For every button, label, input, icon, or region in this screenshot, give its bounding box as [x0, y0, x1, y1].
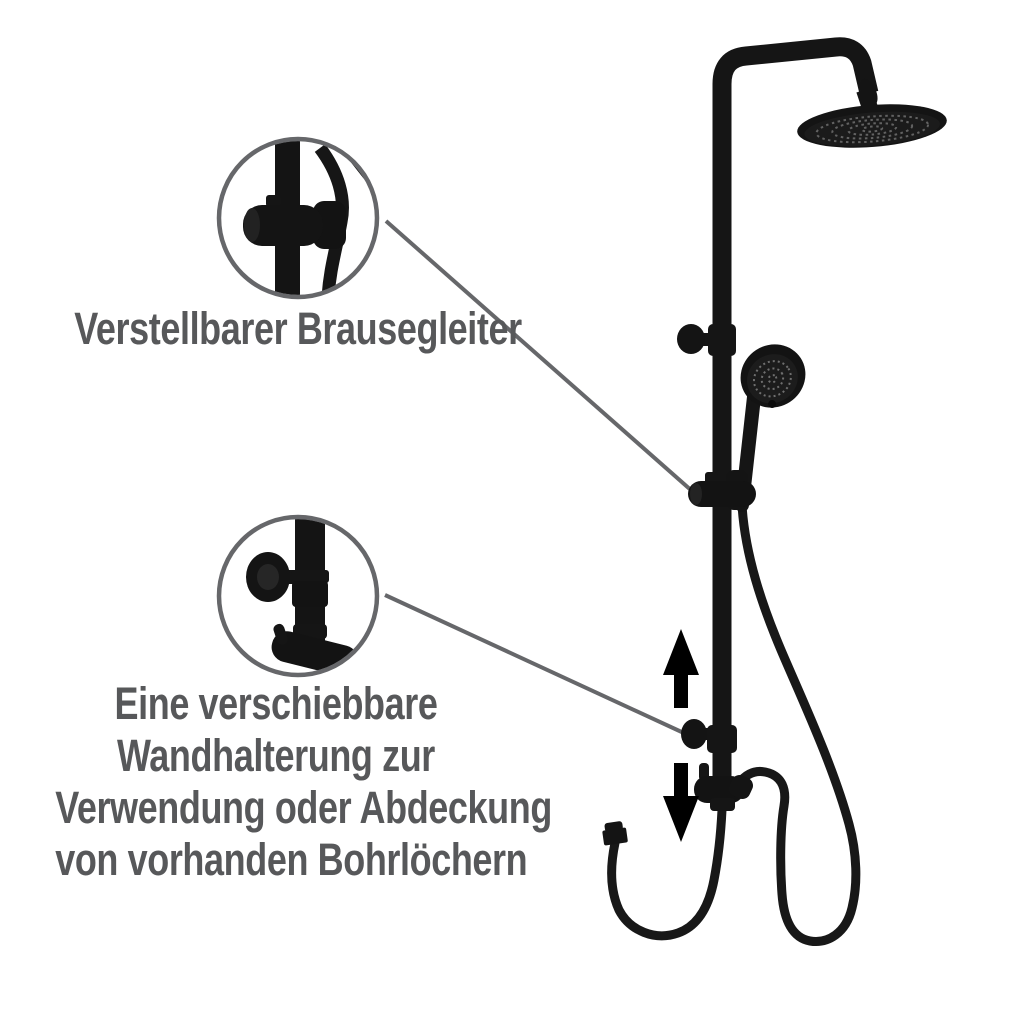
up-arrow-icon — [663, 629, 699, 708]
label-movable-wall-bracket — [55, 678, 552, 886]
label-bracket-line-2: Wandhalterung zur — [117, 730, 435, 781]
upper-wall-bracket — [677, 324, 736, 356]
supply-hose — [601, 810, 722, 936]
callout-circle-bracket — [219, 512, 377, 679]
rain-shower-head — [796, 99, 949, 153]
down-arrow-icon — [663, 763, 699, 842]
callout-circle-slider — [219, 136, 392, 297]
label-bracket-line-3: Verwendung oder Abdeckung — [55, 782, 552, 833]
label-bracket-line-4: von vorhanden Bohrlöchern — [55, 834, 528, 885]
callout-line-slider — [386, 221, 692, 491]
hand-shower-hose — [739, 505, 856, 941]
hose-end-fitting — [601, 820, 628, 845]
label-adjustable-slider: Verstellbarer Brausegleiter — [74, 303, 522, 354]
label-bracket-line-1: Eine verschiebbare — [114, 678, 438, 729]
